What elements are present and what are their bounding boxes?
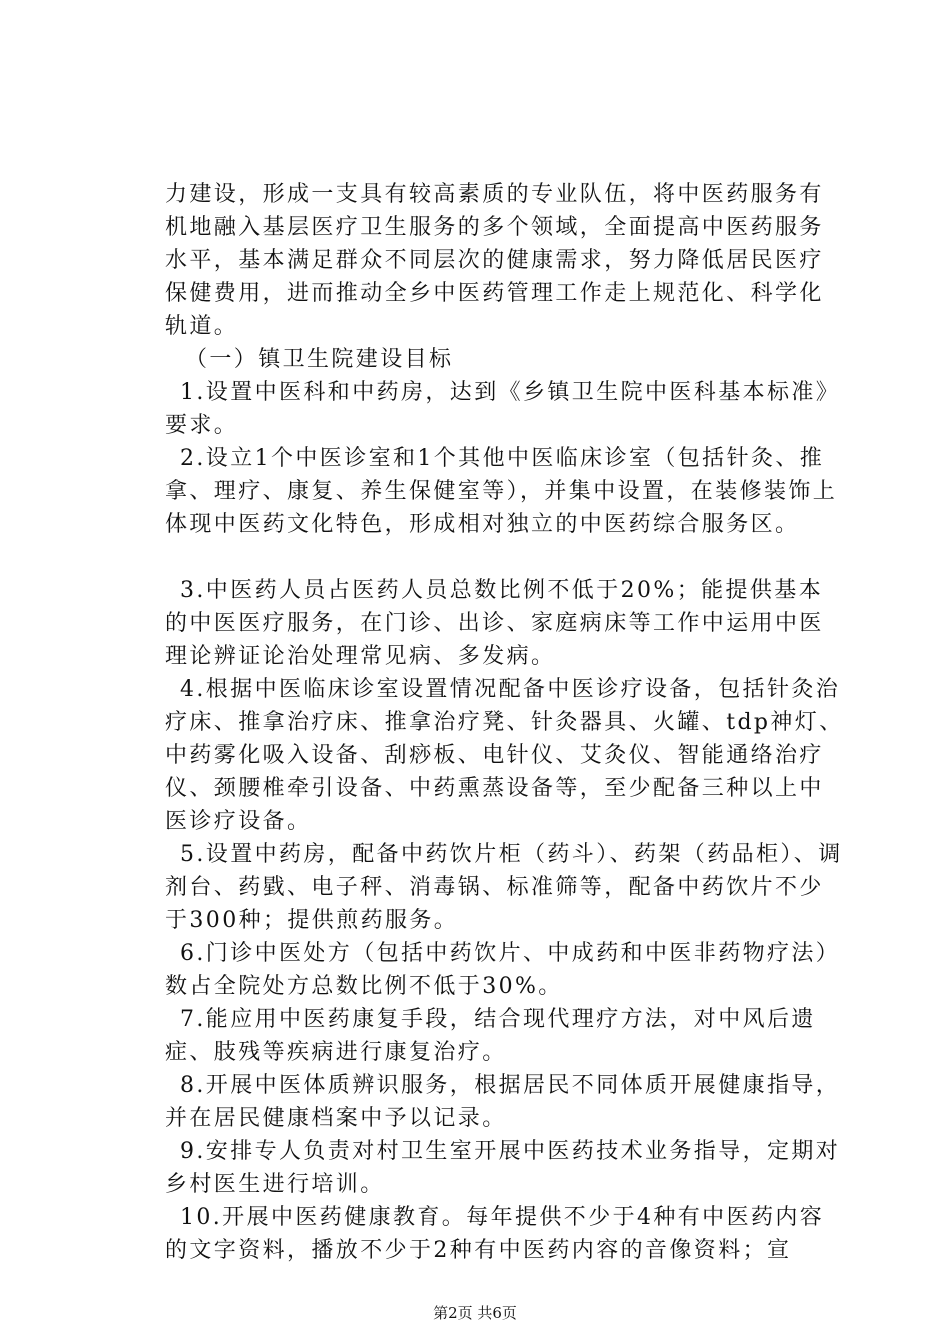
list-item: 10.开展中医药健康教育。每年提供不少于4种有中医药内容的文字资料，播放不少于2种有中医药内容的音像资料；宣 bbox=[165, 1205, 825, 1263]
list-item: 7.能应用中医药康复手段，结合现代理疗方法，对中风后遗症、肢残等疾病进行康复治疗。 bbox=[165, 1007, 816, 1065]
paragraph-continuation: 力建设，形成一支具有较高素质的专业队伍，将中医药服务有机地融入基层医疗卫生服务的多个领域，全面提高中医药服务水平，基本满足群众不同层次的健康需求，努力降低居民医疗保健费用，进而推动全乡中医药管理工作走上规范化、科学化轨道。 bbox=[165, 182, 824, 339]
list-item: 8.开展中医体质辨识服务，根据居民不同体质开展健康指导，并在居民健康档案中予以记录。 bbox=[165, 1073, 841, 1131]
list-item: 3.中医药人员占医药人员总数比例不低于20%；能提供基本的中医医疗服务，在门诊、出诊、家庭病床等工作中运用中医理论辨证论治处理常见病、多发病。 bbox=[165, 578, 824, 669]
list-item: 6.门诊中医处方（包括中药饮片、中成药和中医非药物疗法）数占全院处方总数比例不低于30%。 bbox=[165, 941, 841, 999]
list-item: 9.安排专人负责对村卫生室开展中医药技术业务指导，定期对乡村医生进行培训。 bbox=[165, 1139, 841, 1197]
list-item: 2.设立1个中医诊室和1个其他中医临床诊室（包括针灸、推拿、理疗、康复、养生保健室等），并集中设置，在装修装饰上体现中医药文化特色，形成相对独立的中医药综合服务区。 bbox=[165, 446, 838, 537]
list-item: 5.设置中药房，配备中药饮片柜（药斗）、药架（药品柜）、调剂台、药戥、电子秤、消毒锅、标准筛等，配备中药饮片不少于300种；提供煎药服务。 bbox=[165, 842, 843, 933]
list-item: 1.设置中医科和中药房，达到《乡镇卫生院中医科基本标准》要求。 bbox=[165, 380, 841, 438]
section-heading: （一）镇卫生院建设目标 bbox=[185, 347, 454, 372]
page-footer: 第2页 共6页 bbox=[433, 1304, 517, 1322]
document-body bbox=[165, 178, 845, 1267]
list-item: 4.根据中医临床诊室设置情况配备中医诊疗设备，包括针灸治疗床、推拿治疗床、推拿治疗凳、针灸器具、火罐、tdp神灯、中药雾化吸入设备、刮痧板、电针仪、艾灸仪、智能通络治疗仪、颈腰椎牵引设备、中药熏蒸设备等，至少配备三种以上中医诊疗设备。 bbox=[165, 677, 844, 834]
